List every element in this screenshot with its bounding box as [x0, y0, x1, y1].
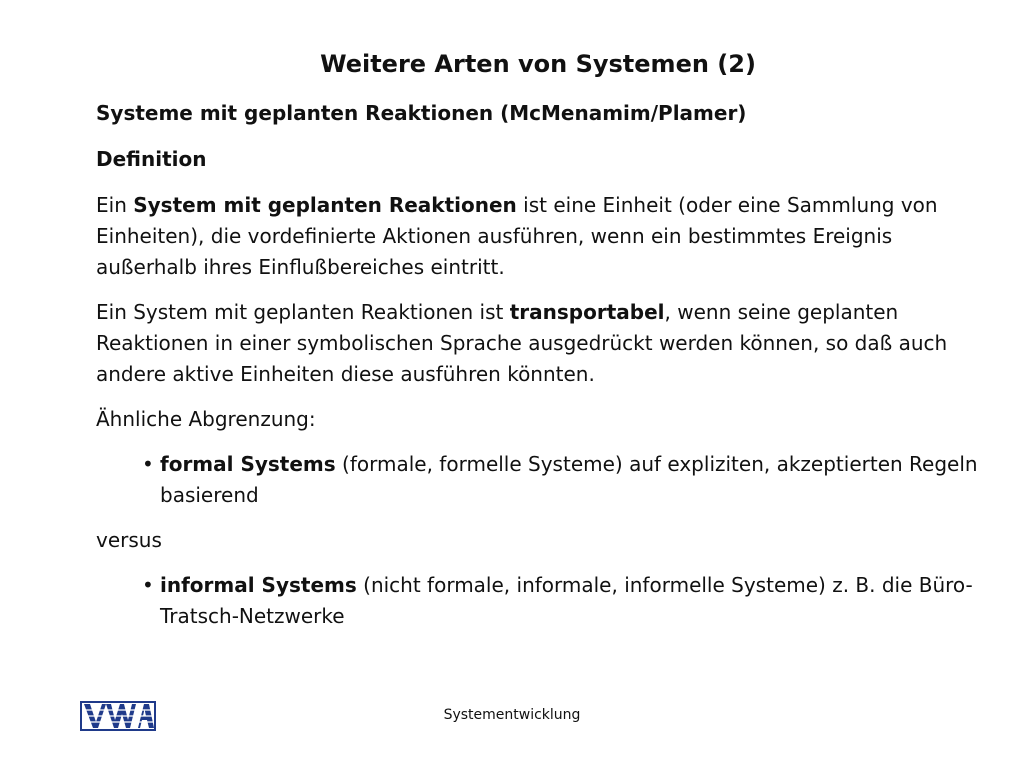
footer-text: Systementwicklung — [443, 707, 581, 723]
bullet-informal-systems — [142, 570, 986, 632]
bullet-formal-systems — [142, 449, 986, 511]
transportable-term: transportabel — [509, 300, 665, 324]
bullet-term: formal Systems — [160, 452, 336, 476]
transportable-post: , wenn seine geplanten Reaktionen in einer symbolischen Sprache ausgedrückt werden können, so daß auch andere aktive Einheiten diese ausführen könnten. — [96, 300, 948, 386]
slide-title: Weitere Arten von Systemen (2) — [320, 50, 756, 78]
definition-paragraph — [96, 190, 986, 283]
transportable-pre: Ein System mit geplanten Reaktionen ist — [96, 300, 510, 324]
slide-subtitle: Systeme mit geplanten Reaktionen (McMenamim/Plamer) — [96, 101, 747, 125]
bullet-desc: (nicht formale, informale, informelle Systeme) z. B. die Büro-Tratsch-Netzwerke — [160, 573, 973, 628]
definition-pre: Ein — [96, 193, 134, 217]
similar-heading: Ähnliche Abgrenzung: — [96, 407, 316, 431]
definition-post: ist eine Einheit (oder eine Sammlung von Einheiten), die vordefinierte Aktionen ausführen, wenn ein bestimmtes Ereignis außerhalb ihres Einflußbereiches eintritt. — [96, 193, 938, 279]
bullet-dot: • — [142, 452, 154, 476]
versus-text: versus — [96, 528, 162, 552]
bullet-term: informal Systems — [160, 573, 357, 597]
definition-term: System mit geplanten Reaktionen — [133, 193, 517, 217]
bullet-dot: • — [142, 573, 154, 597]
bullet-text — [160, 449, 986, 511]
definition-heading: Definition — [96, 147, 207, 171]
slide-content — [96, 98, 986, 646]
transportable-paragraph — [96, 297, 986, 390]
bullet-text — [160, 570, 986, 632]
bullet-desc: (formale, formelle Systeme) auf expliziten, akzeptierten Regeln basierend — [160, 452, 978, 507]
